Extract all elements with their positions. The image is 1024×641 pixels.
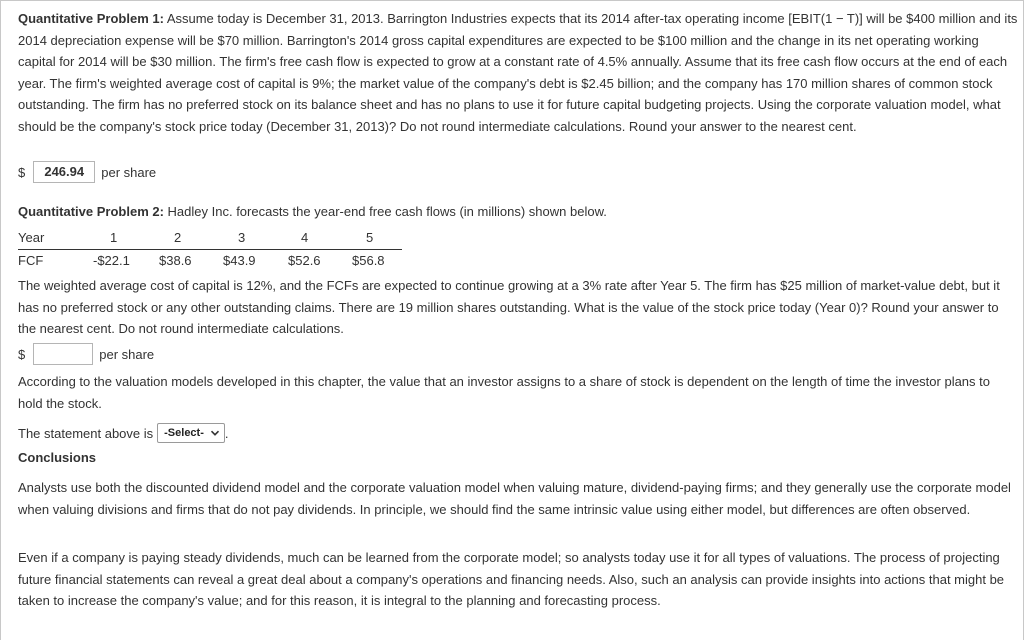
statement-select-value: -Select-: [164, 427, 204, 439]
fcf-cell: $52.6: [288, 253, 321, 268]
chevron-down-icon: [210, 428, 220, 438]
statement-text: According to the valuation models developed in this chapter, the value that an investor assigns to a share of stock is dependent on the length of time the investor plans to hold the stock.: [18, 374, 990, 411]
problem1-text: Assume today is December 31, 2013. Barrington Industries expects that its 2014 after-tax operating income [EBIT(1 − T)] will be $400 million and its 2014 depreciation expense will be $70 million. Barrington's 2014 gross capital expenditures are expected to be $100 million and the change in its net operating working capital for 2014 will be $30 million. The firm's free cash flow is expected to grow at a constant rate of 4.5% annually. Assume that its free cash flow occurs at the end of each year. The firm's weighted average cost of capital is 9%; the market value of the company's debt is $2.45 billion; and the company has 170 million shares of common stock outstanding. The firm has no preferred stock on its balance sheet and has no plans to use it for future capital budgeting projects. Using the corporate valuation model, what should be the company's stock price today (December 31, 2013)? Do not round intermediate calculations. Round your answer to the nearest cent.: [18, 11, 1018, 134]
problem2-title: Quantitative Problem 2:: [18, 204, 164, 219]
problem1-unit: per share: [101, 164, 157, 180]
fcf-cell: $43.9: [223, 253, 256, 268]
conclusions-paragraph-1: Analysts use both the discounted dividend model and the corporate valuation model when valuing mature, dividend-paying firms; and they generally use the corporate model when valuing divisions and firms that do not pay dividends. In principle, we should find the same intrinsic value using either model, but differences are often observed.: [18, 480, 1011, 517]
statement-trailing: .: [224, 425, 229, 441]
fcf-label: FCF: [18, 253, 44, 268]
year-cell: 5: [366, 230, 374, 245]
fcf-table-header-row: [18, 227, 402, 250]
year-cell: 4: [301, 230, 309, 245]
conclusions-paragraph-2: Even if a company is paying steady dividends, much can be learned from the corporate model; so analysts today use it for all types of valuations. The process of projecting future financial statements can reveal a great deal about a company's operations and financing needs. Also, such an analysis can provide insights into actions that might be taken to increase the company's value; and for this reason, it is integral to the planning and forecasting process.: [18, 550, 1005, 609]
fcf-table: [18, 227, 402, 272]
problem2-answer-input[interactable]: [33, 343, 93, 365]
problem2-currency: $: [18, 346, 26, 362]
problem1-paragraph: [18, 8, 1018, 138]
problem1-currency: $: [18, 164, 26, 180]
statement-prompt: The statement above is: [18, 425, 154, 441]
fcf-cell: $56.8: [352, 253, 385, 268]
problem1-answer-input[interactable]: 246.94: [33, 161, 95, 183]
statement-row: [18, 421, 229, 445]
problem1-answer-row: [18, 160, 156, 184]
problem2-intro: Hadley Inc. forecasts the year-end free cash flows (in millions) shown below.: [167, 204, 607, 219]
fcf-cell: -$22.1: [93, 253, 130, 268]
year-cell: 2: [174, 230, 182, 245]
problem2-intro-paragraph: [18, 201, 607, 223]
problem1-title: Quantitative Problem 1:: [18, 11, 164, 26]
fcf-table-row: [18, 250, 402, 272]
year-cell: 1: [110, 230, 118, 245]
fcf-cell: $38.6: [159, 253, 192, 268]
problem2-text: The weighted average cost of capital is 12%, and the FCFs are expected to continue growing at a 3% rate after Year 5. The firm has $25 million of market-value debt, but it has no preferred stock or any other outstanding claims. There are 19 million shares outstanding. What is the value of the stock price today (Year 0)? Round your answer to the nearest cent. Do not round intermediate calculations.: [18, 278, 1000, 337]
statement-select[interactable]: [157, 423, 225, 443]
problem2-unit: per share: [99, 346, 155, 362]
problem2-answer-row: [18, 342, 154, 366]
year-header: Year: [18, 230, 45, 245]
year-cell: 3: [238, 230, 246, 245]
conclusions-heading: Conclusions: [18, 450, 97, 465]
